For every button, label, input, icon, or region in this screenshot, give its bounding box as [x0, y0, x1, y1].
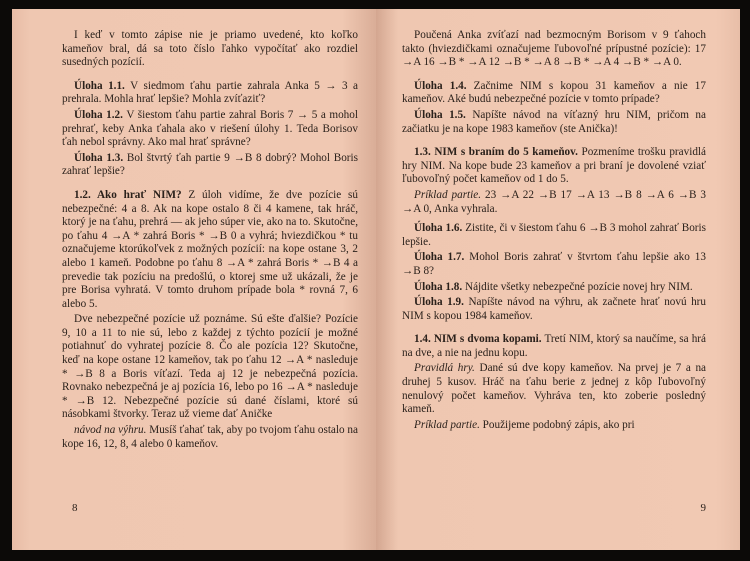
task-1-9-label: Úloha 1.9. — [414, 296, 464, 309]
section-1-2-title: 1.2. Ako hrať NIM? — [74, 188, 182, 201]
section-1-2-paragraph — [62, 189, 358, 311]
task-1-8 — [402, 281, 706, 295]
task-1-5-text: Napíšte návod na víťazný hru NIM, pričom na začiatku je na kope 1983 kameňov (ste Anička)! — [402, 108, 706, 135]
left-intro-paragraph: I keď v tomto zápise nie je priamo uvedené, kto koľko kameňov bral, dá sa toto číslo ľahko vypočítať ako rozdiel susedných pozícií. — [62, 29, 358, 69]
task-1-2-label: Úloha 1.2. — [74, 108, 123, 121]
task-1-3 — [62, 152, 358, 179]
task-1-3-text: Bol štvrtý ťah partie 9 →B 8 dobrý? Mohol Boris zahrať lepšie? — [62, 151, 358, 178]
task-1-6-label: Úloha 1.6. — [414, 222, 463, 235]
priklad-text: 23 →A 22 →B 17 →A 13 →B 8 →A 6 →B 3 →A 0, Anka vyhrala. — [402, 188, 706, 215]
section-1-4-text: Tretí NIM, ktorý sa naučíme, sa hrá na dve, a nie na jednu kopu. — [402, 333, 706, 359]
task-1-2-text: V šiestom ťahu partie zahral Boris 7 → 5 a mohol prehrať, keby Anka ťahala ako v riešení úlohy 1. Teda Borisov ťah nebol správny. Ako mal hrať správne? — [62, 108, 358, 149]
task-1-7 — [402, 251, 706, 278]
navod-paragraph — [62, 424, 358, 451]
task-1-9-text: Napíšte návod na výhru, ak začnete hrať novú hru NIM s kopou 1984 kameňov. — [402, 296, 707, 322]
task-1-4-text: Začnime NIM s kopou 31 kameňov a nie 17 kameňov. Aké budú nebezpečné pozície v tomto prípade? — [402, 79, 706, 106]
priklad-label: Príklad partie. — [414, 188, 482, 201]
task-1-2 — [62, 109, 358, 150]
priklad2-text: Použijeme podobný zápis, ako pri — [482, 418, 635, 431]
section-1-4-title: 1.4. NIM s dvoma kopami. — [414, 333, 542, 346]
open-book — [12, 9, 740, 550]
task-1-5-label: Úloha 1.5. — [414, 108, 466, 121]
pravidla-label: Pravidlá hry. — [414, 362, 475, 375]
task-1-7-label: Úloha 1.7. — [414, 251, 465, 264]
section-1-3-text: Pozmeníme trošku pravidlá hry NIM. Na kope bude 23 kameňov a pri braní je dovolené vziať ľubovoľný počet kameňov od 1 do 5. — [402, 146, 706, 186]
task-1-6 — [402, 222, 706, 249]
section-1-4-paragraph — [402, 333, 706, 360]
task-1-1-text: V siedmom ťahu partie zahrala Anka 5 → 3 a prehrala. Mohla hrať lepšie? Mohla zvíťaziť? — [62, 79, 358, 106]
navod-text: Musíš ťahať tak, aby po tvojom ťahu ostalo na kope 16, 12, 8, 4 alebo 0 kameňov. — [62, 424, 358, 450]
task-1-5 — [402, 109, 706, 136]
priklad2-label: Príklad partie. — [414, 418, 480, 431]
priklad2-paragraph — [402, 419, 706, 433]
task-1-1 — [62, 80, 358, 107]
task-1-4 — [402, 80, 706, 107]
right-page — [376, 9, 740, 550]
section-1-2-paragraph-2: Dve nebezpečné pozície už poznáme. Sú ešte ďalšie? Pozície 9, 10 a 11 to nie sú, lebo z každej z týchto pozícií je možné potiahnuť do vyhratej pozície 8. Čo ale pozícia 12? Skutočne, keď na kope ostane 12 kameňov, tak po ťahu 12 →A * nasleduje * →B 8 a Boris víťazí. Teda aj 12 je nebezpečná pozícia. Rovnako nebezpečná je aj pozícia 16, lebo po 16 →A * nasleduje * →B 12. Nebezpečné pozície sú dané číslami, ktoré sú násobkami štvorky. Teraz už vieme dať Aničke — [62, 313, 358, 421]
pravidla-paragraph — [402, 362, 706, 416]
section-1-3-paragraph — [402, 146, 706, 187]
task-1-8-label: Úloha 1.8. — [414, 280, 463, 293]
right-intro-paragraph: Poučená Anka zvíťazí nad bezmocným Borisom v 9 ťahoch takto (hviezdičkami označujeme ľubovoľné prípustné pozície): 17 →A 16 →B * →A 12 →B * →A 8 →B * →A 4 →B * →A 0. — [402, 29, 706, 69]
task-1-3-label: Úloha 1.3. — [74, 151, 124, 164]
section-1-2-text: Z úloh vidíme, že dve pozície sú nebezpečné: 4 a 8. Ak na kope ostalo 8 či 4 kamene, tak hráč, ktorý je na ťahu, prehrá — ak jeho súper vie, ako na to. Skutočne, po ťahu 4 →A * zahrá Boris * →B 0 a vyhrá; hviezdičkou * tu označujeme ktorúkoľvek z možných pozícií: na kope ostane 3, 2 alebo 1 kameň. Podobne po ťahu 8 →A * zahrá Boris * →B 4 a prevedie tak pozíciu na predošlú, o ktorej sme už ukázali, že je pre Borisa vyhratá. V tomto druhom prípade bola * rovná 7, 6 alebo 5. — [62, 188, 358, 310]
page-number-right: 9 — [700, 502, 706, 514]
page-number-left: 8 — [72, 502, 78, 514]
task-1-1-label: Úloha 1.1. — [74, 79, 125, 92]
task-1-9 — [402, 296, 706, 323]
task-1-4-label: Úloha 1.4. — [414, 79, 467, 92]
task-1-8-text: Nájdite všetky nebezpečné pozície novej hry NIM. — [464, 280, 693, 293]
task-1-6-text: Zistite, či v šiestom ťahu 6 →B 3 mohol zahrať Boris lepšie. — [402, 222, 706, 248]
left-page — [12, 9, 376, 550]
section-1-3-title: 1.3. NIM s braním do 5 kameňov. — [414, 146, 578, 159]
priklad-paragraph — [402, 189, 706, 216]
task-1-7-text: Mohol Boris zahrať v štvrtom ťahu lepšie ako 13 →B 8? — [402, 251, 706, 277]
navod-label: návod na výhru. — [74, 424, 147, 437]
pravidla-text: Dané sú dve kopy kameňov. Na prvej je 7 a na druhej 5 kusov. Hráč na ťahu berie z jednej z kôp ľubovoľný nenulový počet kameňov. Vyhráva ten, kto zoberie posledný kameň. — [402, 362, 706, 416]
